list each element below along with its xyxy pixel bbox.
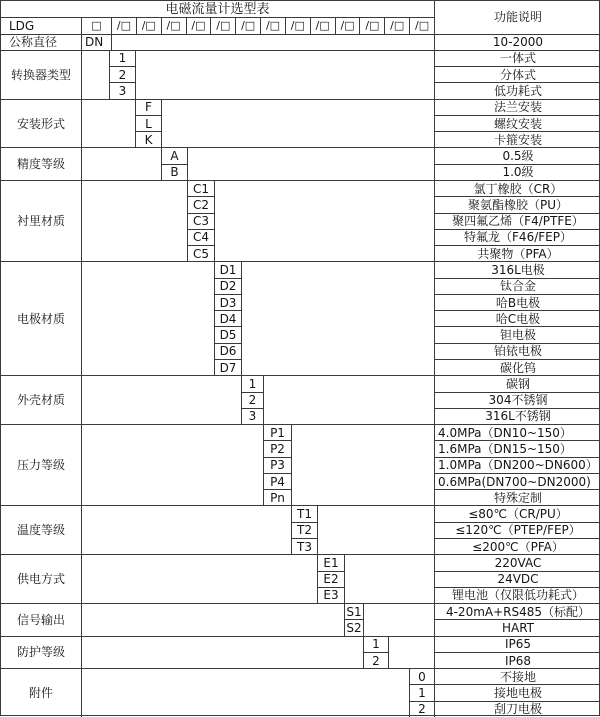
- model-slot-box: /□: [335, 17, 360, 33]
- spacer-cell: [81, 147, 161, 180]
- desc-electrode-material-5: 铂铱电极: [434, 343, 600, 359]
- code-accuracy-grade-B: B: [161, 164, 187, 180]
- code-accessory-1: 1: [409, 684, 434, 700]
- model-blank-box: □: [81, 17, 111, 33]
- spacer-cell: [111, 34, 434, 50]
- code-pressure-rating-Pn: Pn: [263, 489, 291, 505]
- code-signal-output-S1: S1: [344, 603, 363, 619]
- code-liner-material-C2: C2: [187, 196, 214, 212]
- desc-protection-rating-0: IP65: [434, 636, 600, 652]
- model-slot-box: /□: [235, 17, 260, 33]
- desc-electrode-material-4: 钽电极: [434, 326, 600, 342]
- desc-accuracy-grade-0: 0.5级: [434, 147, 600, 163]
- spacer-cell: [388, 636, 434, 669]
- desc-electrode-material-2: 哈B电极: [434, 294, 600, 310]
- code-temperature-rating-T3: T3: [291, 538, 317, 554]
- code-electrode-material-D7: D7: [214, 359, 241, 375]
- spacer-cell: [81, 603, 344, 636]
- desc-electrode-material-6: 碳化钨: [434, 359, 600, 375]
- code-housing-material-2: 2: [241, 392, 263, 408]
- spacer-cell: [81, 375, 241, 424]
- desc-temperature-rating-0: ≤80℃（CR/PU）: [434, 505, 600, 521]
- model-slot-box: /□: [260, 17, 285, 33]
- code-accessory-2: 2: [409, 701, 434, 717]
- desc-signal-output-0: 4-20mA+RS485（标配）: [434, 603, 600, 619]
- desc-accessory-2: 刮刀电极: [434, 701, 600, 717]
- field-temperature-rating-label: 温度等级: [1, 505, 81, 554]
- code-electrode-material-D5: D5: [214, 326, 241, 342]
- model-slot-box: /□: [310, 17, 335, 33]
- code-converter-type-2: 2: [109, 66, 135, 82]
- desc-electrode-material-3: 哈C电极: [434, 310, 600, 326]
- code-converter-type-1: 1: [109, 50, 135, 66]
- desc-housing-material-0: 碳钢: [434, 375, 600, 391]
- desc-converter-type-2: 低功耗式: [434, 82, 600, 98]
- desc-power-supply-0: 220VAC: [434, 554, 600, 570]
- code-power-supply-E2: E2: [317, 571, 344, 587]
- spacer-cell: [344, 554, 434, 603]
- desc-installation-type-2: 卡箍安装: [434, 131, 600, 147]
- desc-liner-material-3: 特氟龙（F46/FEP）: [434, 229, 600, 245]
- model-slot-box: /□: [210, 17, 235, 33]
- code-liner-material-C5: C5: [187, 245, 214, 261]
- code-housing-material-1: 1: [241, 375, 263, 391]
- spacer-cell: [363, 603, 434, 636]
- code-electrode-material-D4: D4: [214, 310, 241, 326]
- code-installation-type-K: K: [135, 131, 161, 147]
- code-electrode-material-D6: D6: [214, 343, 241, 359]
- desc-liner-material-1: 聚氨酯橡胶（PU）: [434, 196, 600, 212]
- field-housing-material-label: 外壳材质: [1, 375, 81, 424]
- model-slot-box: /□: [161, 17, 186, 33]
- model-slot-box: /□: [359, 17, 384, 33]
- code-temperature-rating-T1: T1: [291, 505, 317, 521]
- desc-converter-type-1: 分体式: [434, 66, 600, 82]
- spacer-cell: [81, 636, 363, 669]
- model-slot-box: /□: [409, 17, 434, 33]
- desc-liner-material-2: 聚四氟乙烯（F4/PTFE）: [434, 213, 600, 229]
- table-title: 电磁流量计选型表: [165, 1, 270, 17]
- code-power-supply-E1: E1: [317, 554, 344, 570]
- spacer-cell: [81, 554, 317, 603]
- spacer-cell: [263, 375, 434, 424]
- spacer-cell: [161, 99, 434, 148]
- desc-accessory-0: 不接地: [434, 668, 600, 684]
- desc-liner-material-0: 氯丁橡胶（CR）: [434, 180, 600, 196]
- code-installation-type-L: L: [135, 115, 161, 131]
- code-electrode-material-D3: D3: [214, 294, 241, 310]
- code-pressure-rating-P2: P2: [263, 440, 291, 456]
- code-pressure-rating-P3: P3: [263, 457, 291, 473]
- field-signal-output-label: 信号输出: [1, 603, 81, 636]
- field-accessory-label: 附件: [1, 668, 81, 717]
- desc-nominal-diameter: 10-2000: [434, 34, 600, 50]
- spacer-cell: [291, 424, 434, 505]
- desc-installation-type-0: 法兰安装: [434, 99, 600, 115]
- field-liner-material-label: 衬里材质: [1, 180, 81, 261]
- desc-accuracy-grade-1: 1.0级: [434, 164, 600, 180]
- spacer-cell: [81, 668, 409, 717]
- model-slot-box: /□: [111, 17, 136, 33]
- code-power-supply-E3: E3: [317, 587, 344, 603]
- code-accuracy-grade-A: A: [161, 147, 187, 163]
- code-accessory-0: 0: [409, 668, 434, 684]
- code-electrode-material-D1: D1: [214, 261, 241, 277]
- desc-power-supply-1: 24VDC: [434, 571, 600, 587]
- model-slot-box: /□: [285, 17, 310, 33]
- spacer-cell: [214, 180, 434, 261]
- code-protection-rating-2: 2: [363, 652, 388, 668]
- desc-pressure-rating-3: 0.6MPa(DN700~DN2000): [434, 473, 600, 489]
- desc-liner-material-4: 共聚物（PFA）: [434, 245, 600, 261]
- spacer-cell: [81, 180, 187, 261]
- desc-temperature-rating-1: ≤120℃（PTEP/FEP）: [434, 522, 600, 538]
- desc-temperature-rating-2: ≤200℃（PFA）: [434, 538, 600, 554]
- desc-accessory-1: 接地电极: [434, 684, 600, 700]
- code-liner-material-C4: C4: [187, 229, 214, 245]
- desc-pressure-rating-2: 1.0MPa（DN200~DN600）: [434, 457, 600, 473]
- model-prefix: LDG: [1, 17, 81, 33]
- code-liner-material-C3: C3: [187, 213, 214, 229]
- field-electrode-material-label: 电极材质: [1, 261, 81, 375]
- desc-installation-type-1: 螺纹安装: [434, 115, 600, 131]
- field-pressure-rating-label: 压力等级: [1, 424, 81, 505]
- code-pressure-rating-P1: P1: [263, 424, 291, 440]
- desc-signal-output-1: HART: [434, 619, 600, 635]
- desc-pressure-rating-0: 4.0MPa（DN10~150）: [434, 424, 600, 440]
- code-signal-output-S2: S2: [344, 619, 363, 635]
- field-installation-type-label: 安装形式: [1, 99, 81, 148]
- code-protection-rating-1: 1: [363, 636, 388, 652]
- spacer-cell: [187, 147, 434, 180]
- code-electrode-material-D2: D2: [214, 278, 241, 294]
- spacer-cell: [317, 505, 434, 554]
- code-converter-type-3: 3: [109, 82, 135, 98]
- function-column-header: 功能说明: [434, 1, 600, 34]
- spacer-cell: [81, 50, 109, 99]
- desc-converter-type-0: 一体式: [434, 50, 600, 66]
- spacer-cell: [81, 99, 135, 148]
- model-slot-box: /□: [136, 17, 161, 33]
- desc-pressure-rating-4: 特殊定制: [434, 489, 600, 505]
- spacer-cell: [81, 424, 263, 505]
- desc-pressure-rating-1: 1.6MPa（DN15~150）: [434, 440, 600, 456]
- desc-electrode-material-0: 316L电极: [434, 261, 600, 277]
- field-nominal-diameter-label: 公称直径: [1, 34, 81, 50]
- spacer-cell: [81, 505, 291, 554]
- desc-housing-material-1: 304不锈钢: [434, 392, 600, 408]
- code-installation-type-F: F: [135, 99, 161, 115]
- desc-electrode-material-1: 钛合金: [434, 278, 600, 294]
- code-nominal-diameter-DN: DN: [81, 34, 111, 50]
- field-accuracy-grade-label: 精度等级: [1, 147, 81, 180]
- field-power-supply-label: 供电方式: [1, 554, 81, 603]
- spacer-cell: [135, 50, 434, 99]
- spacer-cell: [81, 261, 214, 375]
- code-liner-material-C1: C1: [187, 180, 214, 196]
- desc-power-supply-2: 锂电池（仅限低功耗式）: [434, 587, 600, 603]
- desc-housing-material-2: 316L不锈钢: [434, 408, 600, 424]
- field-protection-rating-label: 防护等级: [1, 636, 81, 669]
- model-slot-box: /□: [186, 17, 211, 33]
- code-pressure-rating-P4: P4: [263, 473, 291, 489]
- model-slot-box: /□: [384, 17, 409, 33]
- spacer-cell: [241, 261, 434, 375]
- desc-protection-rating-1: IP68: [434, 652, 600, 668]
- code-temperature-rating-T2: T2: [291, 522, 317, 538]
- code-housing-material-3: 3: [241, 408, 263, 424]
- field-converter-type-label: 转换器类型: [1, 50, 81, 99]
